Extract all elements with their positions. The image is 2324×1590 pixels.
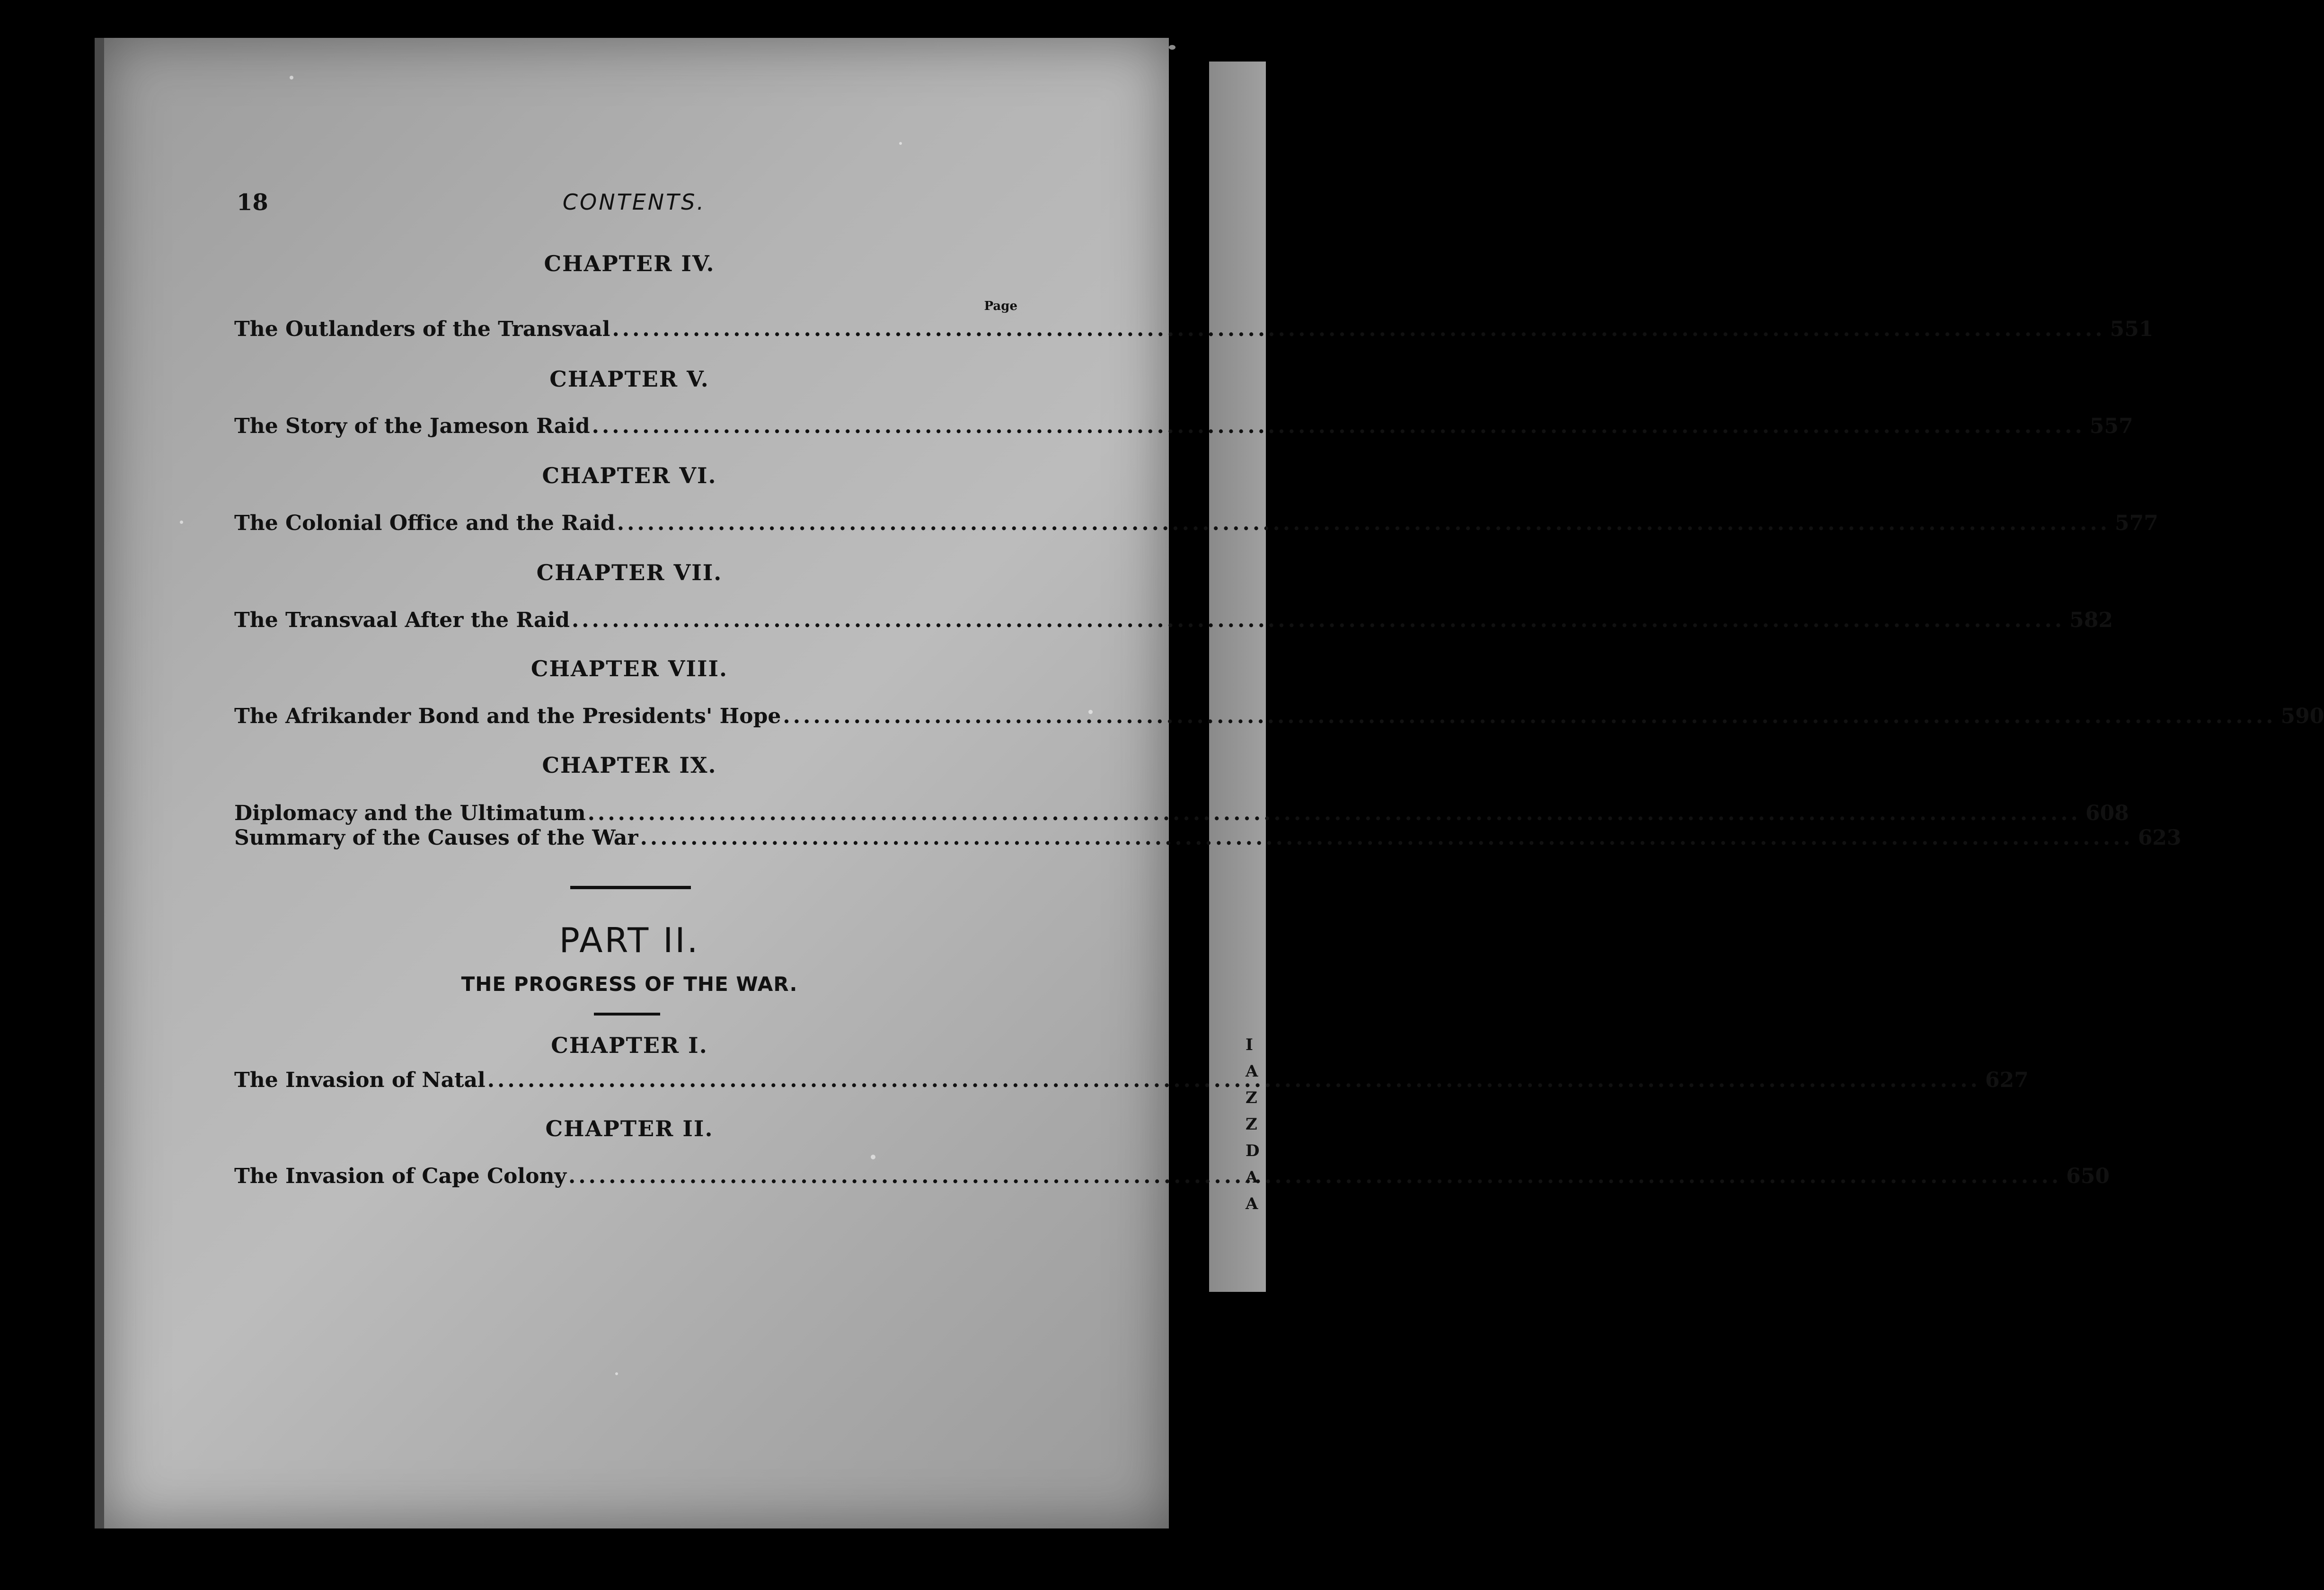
dot-leader (783, 704, 2276, 728)
toc-entry (234, 414, 2133, 438)
facing-letter: A (1246, 1194, 1258, 1213)
facing-letter: D (1246, 1141, 1260, 1160)
toc-entry-title: The Invasion of Natal (234, 1068, 486, 1092)
page-number: 18 (237, 189, 268, 216)
toc-entry (234, 317, 2154, 341)
chapter-heading: CHAPTER VII. (536, 560, 723, 585)
toc-entry-title: The Outlanders of the Transvaal (234, 317, 610, 341)
chapter-heading: CHAPTER IX. (542, 752, 717, 778)
dot-leader (640, 826, 2133, 850)
toc-entry-title: The Transvaal After the Raid (234, 608, 570, 632)
toc-entry (234, 1164, 2110, 1188)
toc-entry-page: 590 (2280, 704, 2324, 728)
facing-letter: Z (1246, 1088, 1257, 1107)
toc-entry-title: The Story of the Jameson Raid (234, 414, 590, 438)
subtitle-divider (594, 1013, 660, 1016)
facing-letter: A (1246, 1062, 1258, 1081)
part-title: PART II. (559, 920, 700, 960)
toc-entry-title: The Afrikander Bond and the Presidents' Hope (234, 704, 781, 728)
dust-speck (180, 521, 183, 524)
dust-speck (615, 1372, 618, 1375)
dot-leader (572, 608, 2065, 632)
toc-entry-title: Summary of the Causes of the War (234, 826, 638, 850)
toc-entry-title: Diplomacy and the Ultimatum (234, 801, 586, 825)
chapter-heading: CHAPTER II. (545, 1116, 714, 1141)
dot-leader (588, 801, 2081, 825)
chapter-heading: CHAPTER IV. (544, 251, 715, 276)
dust-speck (1169, 45, 1175, 50)
toc-entry (234, 1068, 2029, 1092)
toc-entry (234, 826, 2182, 850)
toc-entry-title: The Colonial Office and the Raid (234, 511, 615, 535)
dot-leader (592, 414, 2085, 438)
chapter-heading: CHAPTER VIII. (530, 656, 728, 681)
toc-entry-page: 627 (1985, 1068, 2029, 1092)
dust-speck (899, 142, 902, 145)
toc-entry-page: 582 (2069, 608, 2113, 632)
running-head: CONTENTS. (562, 189, 706, 215)
section-divider (570, 886, 691, 889)
dot-leader (617, 511, 2110, 535)
page-column-label: Page (984, 299, 1017, 313)
facing-letter: I (1246, 1035, 1253, 1054)
toc-entry (234, 511, 2158, 535)
toc-entry (234, 704, 2324, 728)
dot-leader (487, 1068, 1980, 1092)
toc-entry-page: 551 (2110, 317, 2154, 341)
chapter-heading: CHAPTER VI. (542, 463, 717, 488)
toc-entry-title: The Invasion of Cape Colony (234, 1164, 567, 1188)
toc-entry-page: 608 (2085, 801, 2129, 825)
toc-entry (234, 801, 2129, 825)
chapter-heading: CHAPTER I. (551, 1033, 708, 1058)
dust-speck (871, 1155, 875, 1159)
toc-entry (234, 608, 2113, 632)
toc-entry-page: 650 (2066, 1164, 2110, 1188)
facing-page-letters (1246, 1032, 1259, 1217)
toc-entry-page: 557 (2089, 414, 2133, 438)
chapter-heading: CHAPTER V. (549, 366, 709, 392)
facing-letter: Z (1246, 1115, 1257, 1134)
facing-letter: A (1246, 1168, 1258, 1187)
dot-leader (612, 317, 2105, 341)
toc-entry-page: 623 (2138, 826, 2182, 850)
dust-speck (290, 76, 293, 80)
dot-leader (568, 1164, 2061, 1188)
toc-entry-page: 577 (2114, 511, 2158, 535)
part-subtitle: THE PROGRESS OF THE WAR. (461, 972, 798, 996)
